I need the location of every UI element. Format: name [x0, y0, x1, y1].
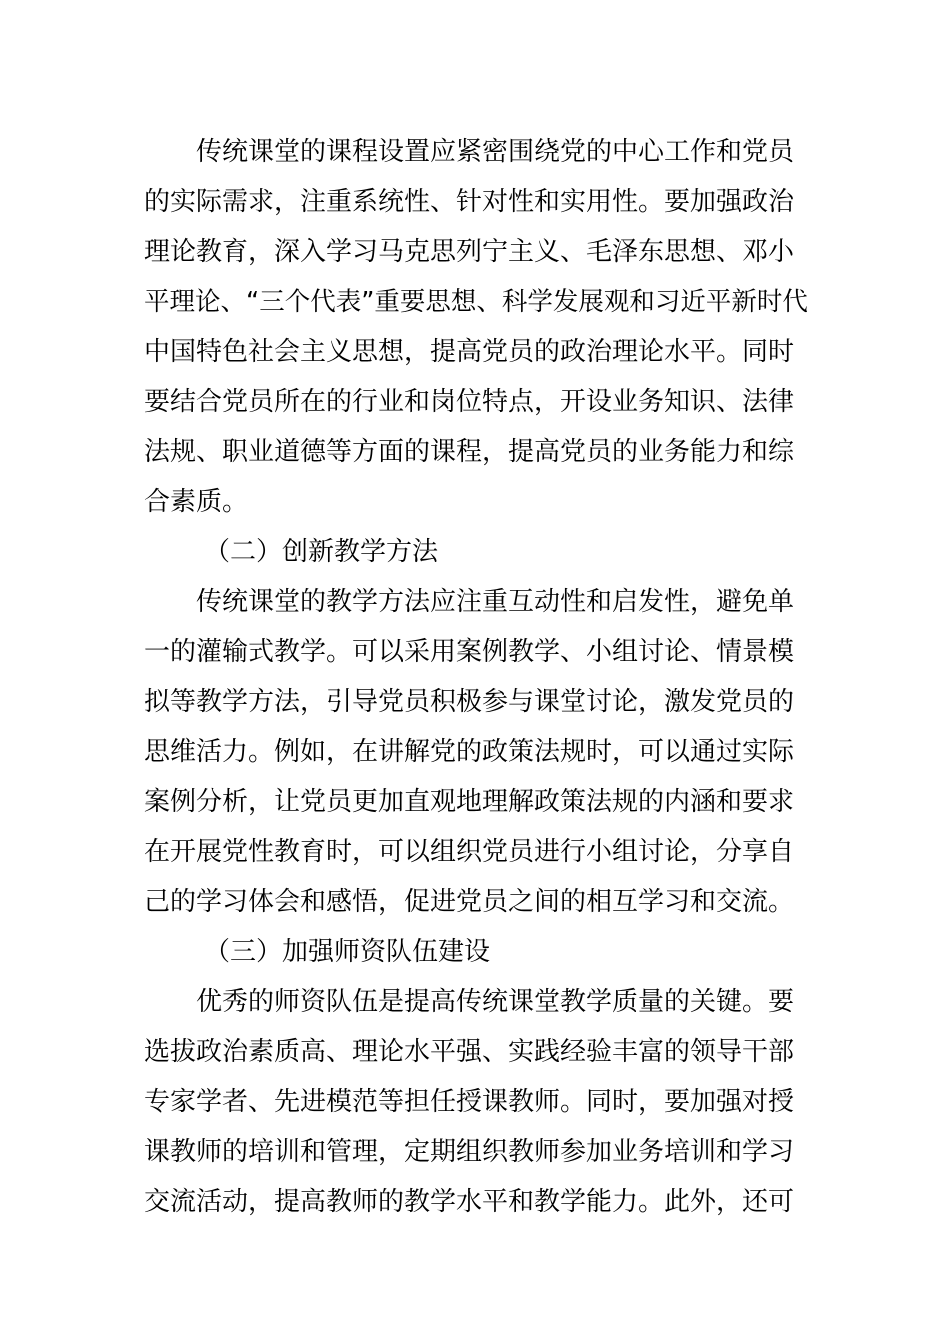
paragraph-line: 理论教育，深入学习马克思列宁主义、毛泽东思想、邓小 [144, 237, 795, 267]
paragraph-line: 交流活动，提高教师的教学水平和教学能力。此外，还可 [144, 1187, 795, 1217]
paragraph-line: 要结合党员所在的行业和岗位特点，开设业务知识、法律 [144, 387, 795, 417]
paragraph-line: 拟等教学方法，引导党员积极参与课堂讨论，激发党员的 [144, 687, 795, 717]
paragraph-line: 传统课堂的课程设置应紧密围绕党的中心工作和党员 [196, 137, 795, 167]
paragraph-line: 一的灌输式教学。可以采用案例教学、小组讨论、情景模 [144, 637, 795, 667]
paragraph-line: 平理论、“三个代表”重要思想、科学发展观和习近平新时代 [144, 287, 808, 317]
paragraph-line: 课教师的培训和管理，定期组织教师参加业务培训和学习 [144, 1137, 795, 1167]
paragraph-line: 优秀的师资队伍是提高传统课堂教学质量的关键。要 [196, 987, 795, 1017]
section-heading: （三）加强师资队伍建设 [204, 937, 491, 967]
paragraph-line: 在开展党性教育时，可以组织党员进行小组讨论，分享自 [144, 837, 795, 867]
paragraph-line: 己的学习体会和感悟，促进党员之间的相互学习和交流。 [144, 887, 795, 917]
paragraph-line: 选拔政治素质高、理论水平强、实践经验丰富的领导干部 [144, 1037, 795, 1067]
paragraph-line: 专家学者、先进模范等担任授课教师。同时，要加强对授 [144, 1087, 795, 1117]
document-body [144, 127, 808, 1227]
paragraph-line: 中国特色社会主义思想，提高党员的政治理论水平。同时 [144, 337, 795, 367]
paragraph-line: 案例分析，让党员更加直观地理解政策法规的内涵和要求 [144, 787, 795, 817]
paragraph-line: 的实际需求，注重系统性、针对性和实用性。要加强政治 [144, 187, 795, 217]
paragraph-line: 传统课堂的教学方法应注重互动性和启发性，避免单 [196, 587, 795, 617]
paragraph-line: 合素质。 [144, 487, 249, 517]
paragraph-line: 思维活力。例如，在讲解党的政策法规时，可以通过实际 [144, 737, 795, 767]
paragraph-line: 法规、职业道德等方面的课程，提高党员的业务能力和综 [144, 437, 795, 467]
section-heading: （二）创新教学方法 [204, 537, 439, 567]
